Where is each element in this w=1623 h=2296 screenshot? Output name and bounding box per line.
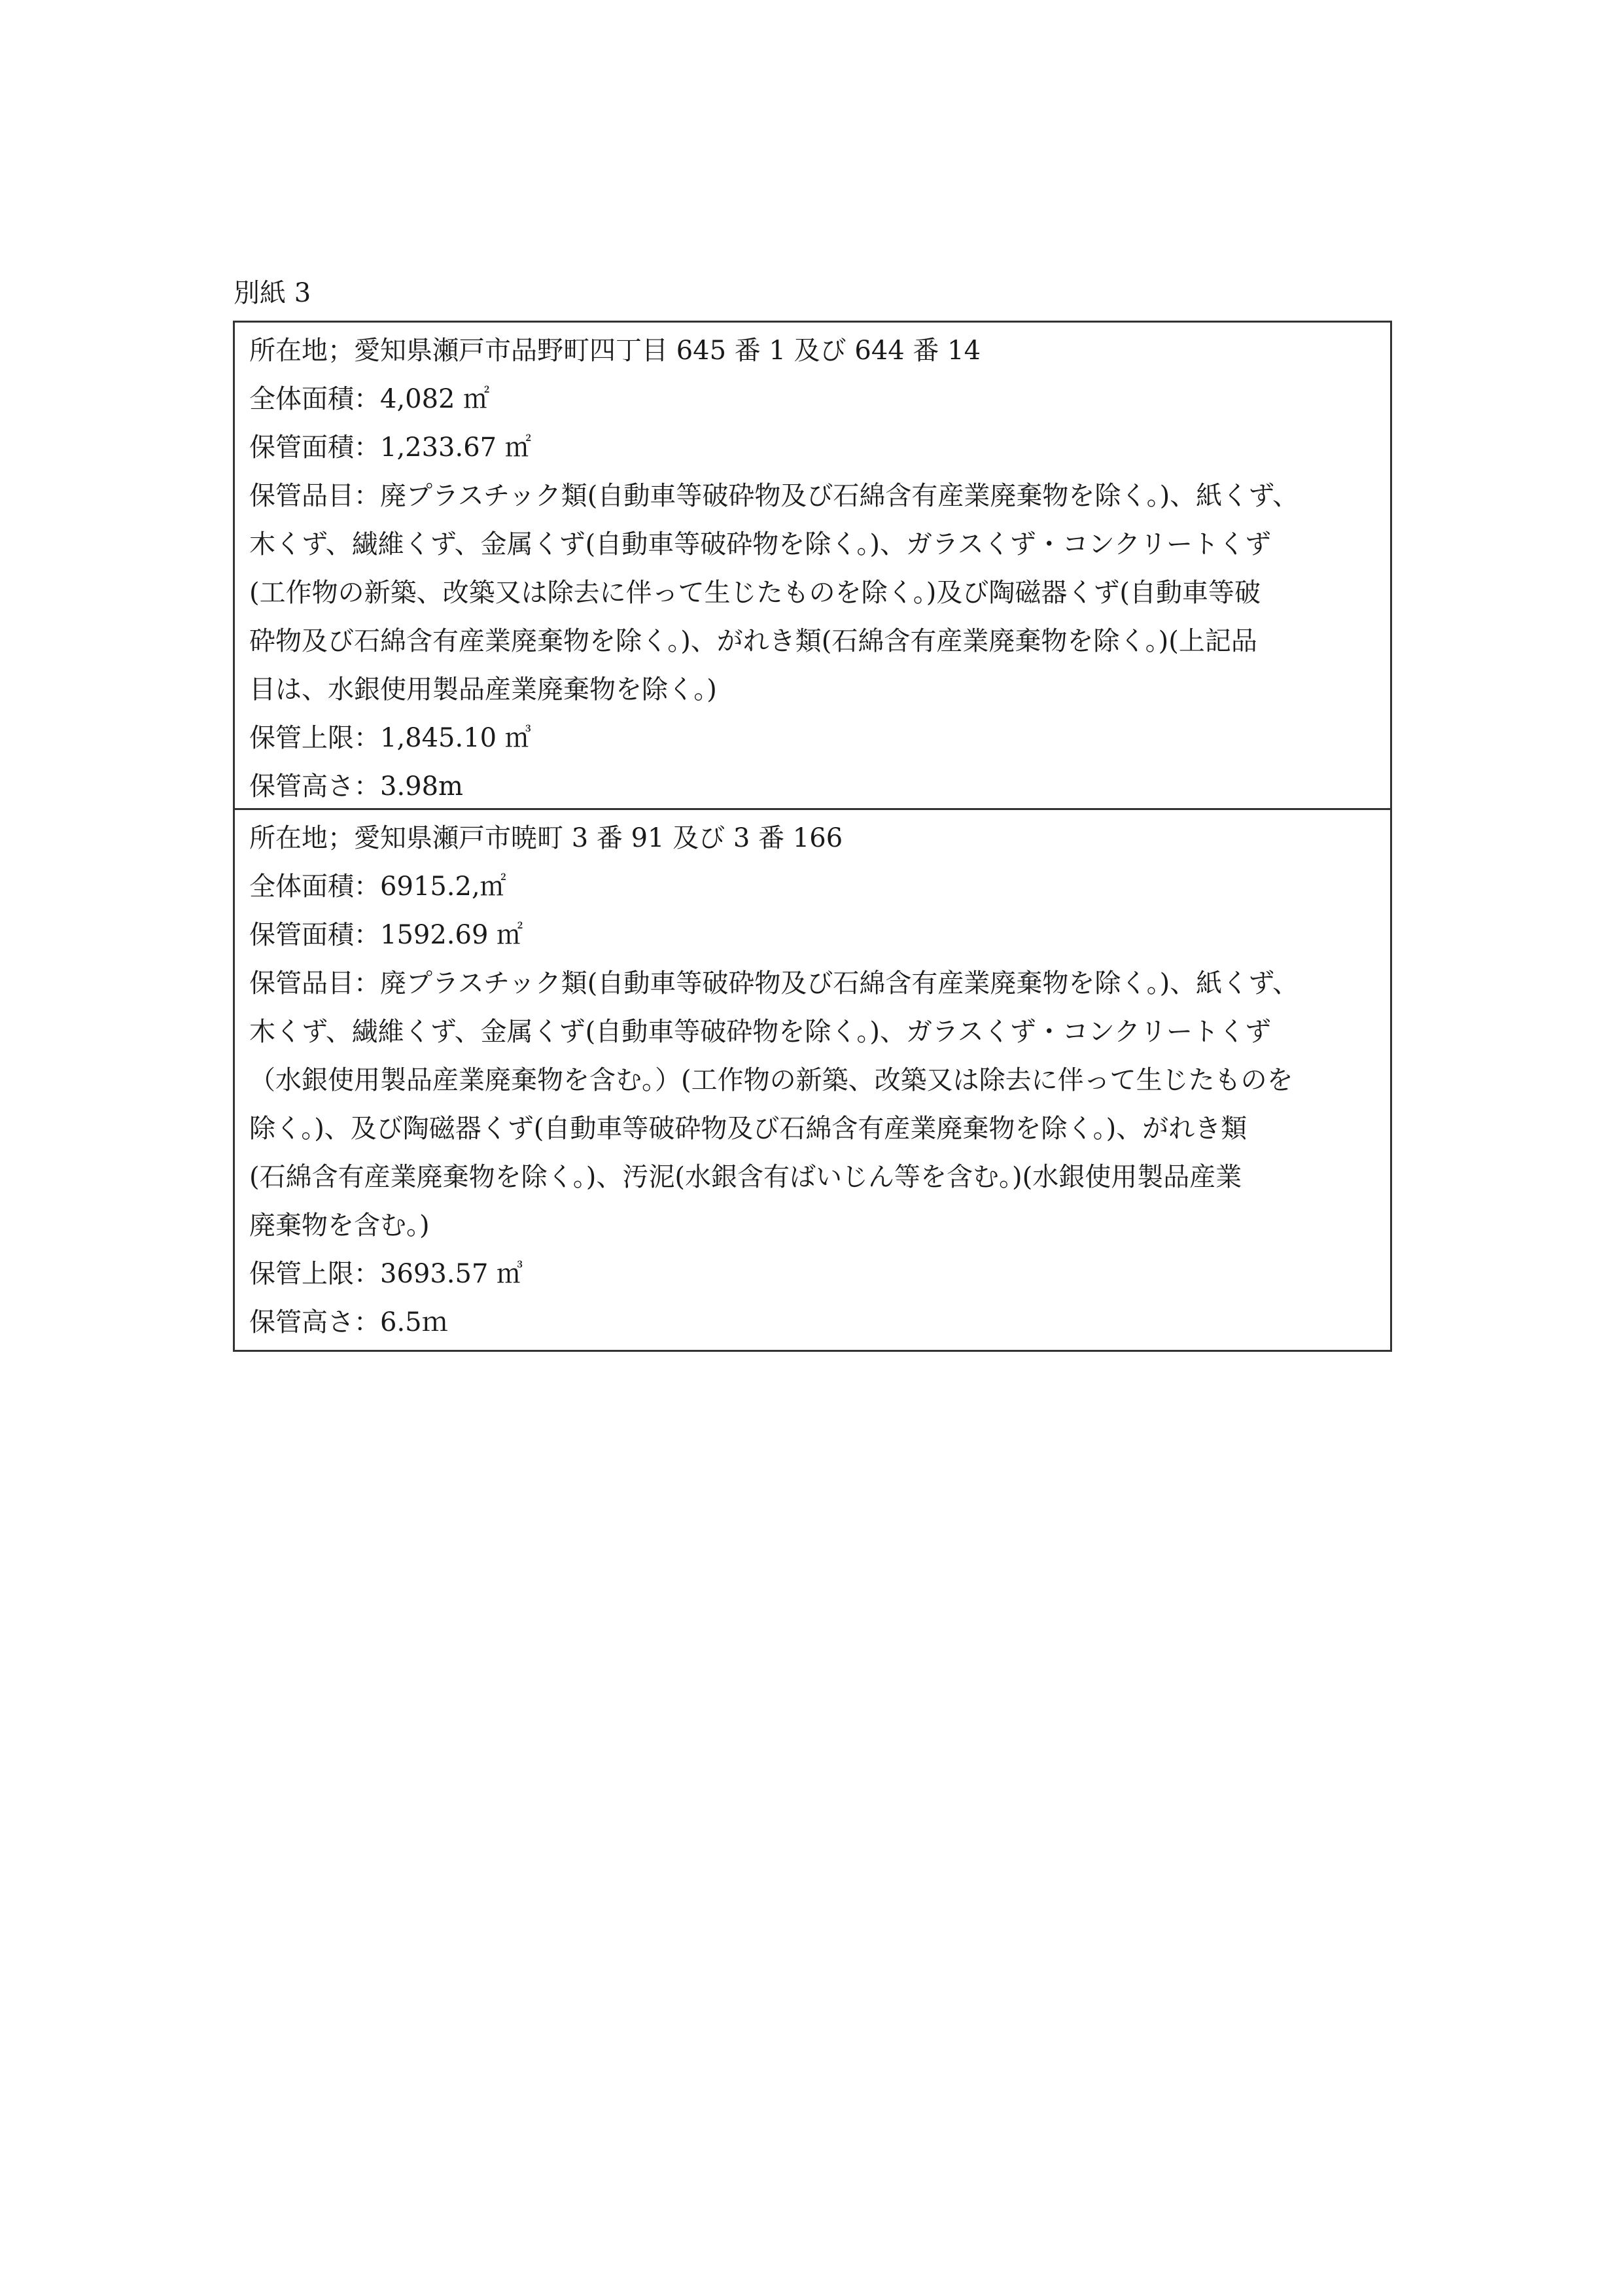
storage-site-entry-2 — [235, 808, 1390, 1350]
entry-1-storage-height: 保管高さ：3.98m — [249, 771, 463, 802]
entry-2-items-line-5: (石綿含有産業廃棄物を除く。)、汚泥(水銀含有ばいじん等を含む。)(水銀使用製品産業 — [249, 1162, 1242, 1192]
entry-2-location: 所在地；愛知県瀬戸市暁町 3 番 91 及び 3 番 166 — [249, 823, 843, 853]
entry-2-storage-height: 保管高さ：6.5ｍ — [249, 1307, 448, 1337]
entry-1-total-area: 全体面積：4,082 ㎡ — [249, 384, 490, 414]
entry-1-storage-limit: 保管上限：1,845.10 ㎥ — [249, 723, 531, 753]
entry-1-items-line-4: 砕物及び石綿含有産業廃棄物を除く。)、がれき類(石綿含有産業廃棄物を除く。)(上記品 — [249, 626, 1257, 656]
storage-info-table — [233, 321, 1392, 1352]
entry-2-items-line-1: 保管品目：廃プラスチック類(自動車等破砕物及び石綿含有産業廃棄物を除く。)、紙くず、 — [249, 968, 1299, 998]
document-label: 別紙 3 — [234, 278, 311, 308]
entry-2-items-line-6: 廃棄物を含む。) — [249, 1210, 430, 1241]
entry-2-items-line-4: 除く。)、及び陶磁器くず(自動車等破砕物及び石綿含有産業廃棄物を除く。)、がれき類 — [249, 1114, 1248, 1144]
entry-1-storage-area: 保管面積：1,233.67 ㎡ — [249, 433, 531, 463]
entry-1-items-line-5: 目は、水銀使用製品産業廃棄物を除く。) — [249, 675, 717, 705]
entry-2-total-area: 全体面積：6915.2,㎡ — [249, 872, 506, 902]
entry-1-items-line-1: 保管品目：廃プラスチック類(自動車等破砕物及び石綿含有産業廃棄物を除く。)、紙くず、 — [249, 481, 1299, 511]
entry-2-storage-limit: 保管上限：3693.57 ㎥ — [249, 1259, 523, 1289]
entry-1-items-line-3: (工作物の新築、改築又は除去に伴って生じたものを除く。)及び陶磁器くず(自動車等破 — [249, 578, 1261, 608]
storage-site-entry-1 — [235, 323, 1390, 808]
entry-1-location: 所在地；愛知県瀬戸市品野町四丁目 645 番 1 及び 644 番 14 — [249, 336, 981, 366]
entry-2-storage-area: 保管面積：1592.69 ㎡ — [249, 920, 523, 950]
entry-2-items-line-3: （水銀使用製品産業廃棄物を含む。）(工作物の新築、改築又は除去に伴って生じたものを — [249, 1065, 1293, 1095]
entry-2-items-line-2: 木くず、繊維くず、金属くず(自動車等破砕物を除く。)、ガラスくず・コンクリートくず — [249, 1017, 1272, 1047]
entry-1-items-line-2: 木くず、繊維くず、金属くず(自動車等破砕物を除く。)、ガラスくず・コンクリートくず — [249, 529, 1272, 559]
